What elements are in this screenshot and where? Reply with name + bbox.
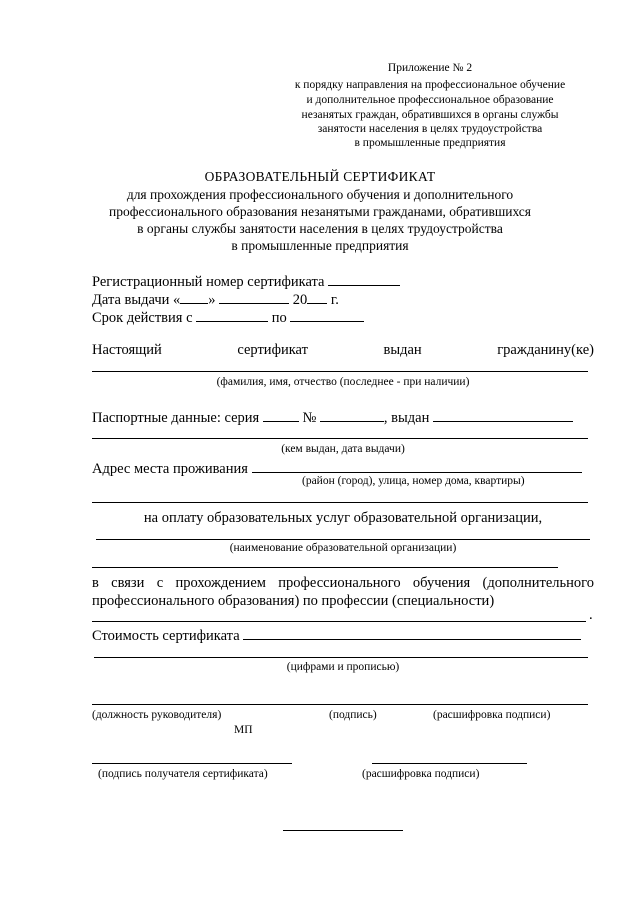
fullname-caption: (фамилия, имя, отчество (последнее - при наличии) bbox=[216, 376, 470, 388]
recipient-signature-line[interactable] bbox=[92, 763, 292, 764]
training-word: (дополнительного bbox=[482, 575, 594, 591]
footer-separator bbox=[283, 830, 403, 831]
issue-year-field[interactable] bbox=[307, 291, 327, 304]
recipient-decoding-line[interactable] bbox=[372, 763, 527, 764]
registration-number-row bbox=[92, 273, 400, 290]
appendix-line: Приложение № 2 bbox=[387, 62, 473, 74]
passport-row bbox=[92, 409, 573, 426]
recipient-decoding-caption: (расшифровка подписи) bbox=[362, 768, 480, 780]
training-word: профессионального bbox=[278, 575, 401, 591]
validity-row bbox=[92, 309, 364, 326]
issued-word: Настоящий bbox=[92, 342, 162, 358]
issue-day-field[interactable] bbox=[180, 291, 208, 304]
passport-number-label: № bbox=[302, 410, 317, 426]
profession-line[interactable] bbox=[92, 621, 586, 622]
training-word: прохождением bbox=[175, 575, 266, 591]
title-subline: в промышленные предприятия bbox=[231, 238, 409, 253]
passport-caption: (кем выдан, дата выдачи) bbox=[281, 443, 405, 455]
passport-series-label: Паспортные данные: серия bbox=[92, 410, 260, 426]
training-line-1 bbox=[92, 576, 594, 591]
fullname-line[interactable] bbox=[92, 371, 588, 372]
organization-line[interactable] bbox=[96, 539, 590, 540]
recipient-signature-caption: (подпись получателя сертификата) bbox=[98, 768, 268, 780]
address-label: Адрес места проживания bbox=[92, 461, 248, 477]
appendix-line: занятости населения в целях трудоустройства bbox=[317, 123, 543, 135]
cost-words-line[interactable] bbox=[94, 657, 588, 658]
issue-year-suffix: г. bbox=[330, 292, 339, 308]
title-subline: для прохождения профессионального обучения и дополнительного bbox=[126, 187, 514, 202]
title-subline: в органы службы занятости населения в целях трудоустройства bbox=[137, 221, 503, 236]
payment-text: на оплату образовательных услуг образовательной организации, bbox=[143, 510, 543, 526]
passport-number-field[interactable] bbox=[320, 409, 384, 422]
appendix-line: к порядку направления на профессиональное обучение bbox=[294, 79, 566, 91]
address-line[interactable] bbox=[92, 502, 588, 503]
registration-number-label: Регистрационный номер сертификата bbox=[92, 274, 325, 290]
signature-caption: (подпись) bbox=[329, 709, 377, 721]
issued-to-row bbox=[92, 343, 594, 358]
appendix-line: незанятых граждан, обратившихся в органы службы bbox=[301, 109, 559, 121]
cost-field[interactable] bbox=[243, 627, 581, 640]
address-field[interactable] bbox=[252, 460, 582, 473]
issued-word: гражданину(ке) bbox=[497, 342, 594, 358]
passport-issuer-line[interactable] bbox=[92, 438, 588, 439]
appendix-line: в промышленные предприятия bbox=[354, 137, 506, 149]
validity-from-field[interactable] bbox=[196, 309, 268, 322]
address-caption: (район (город), улица, номер дома, квартиры) bbox=[302, 475, 525, 487]
passport-issued-field[interactable] bbox=[433, 409, 573, 422]
title-subline: профессионального образования незанятыми гражданами, обратившихся bbox=[108, 204, 532, 219]
organization-caption: (наименование образовательной организации) bbox=[229, 542, 457, 554]
organization-line-2[interactable] bbox=[92, 567, 558, 568]
validity-from-label: Срок действия с bbox=[92, 310, 193, 326]
validity-to-label: по bbox=[271, 310, 287, 326]
training-word: в bbox=[92, 575, 99, 591]
issued-word: выдан bbox=[383, 342, 422, 358]
profession-end-dot: . bbox=[589, 607, 593, 623]
issue-year-prefix: 20 bbox=[292, 292, 308, 308]
position-caption: (должность руководителя) bbox=[92, 709, 222, 721]
validity-to-field[interactable] bbox=[290, 309, 364, 322]
issue-date-row bbox=[92, 291, 339, 308]
decoding-caption: (расшифровка подписи) bbox=[433, 709, 551, 721]
head-signature-line[interactable] bbox=[92, 704, 588, 705]
issue-date-label: Дата выдачи « bbox=[92, 292, 181, 308]
issue-month-field[interactable] bbox=[219, 291, 289, 304]
cost-caption: (цифрами и прописью) bbox=[286, 661, 400, 673]
training-line-2: профессионального образования) по профессии (специальности) bbox=[92, 593, 495, 609]
passport-series-field[interactable] bbox=[263, 409, 299, 422]
document-title: ОБРАЗОВАТЕЛЬНЫЙ СЕРТИФИКАТ bbox=[204, 169, 436, 184]
training-word: связи bbox=[111, 575, 145, 591]
passport-issued-label: , выдан bbox=[383, 410, 430, 426]
registration-number-field[interactable] bbox=[328, 273, 400, 286]
seal-label: МП bbox=[234, 724, 253, 736]
cost-row bbox=[92, 627, 581, 644]
training-word: обучения bbox=[412, 575, 471, 591]
appendix-line: и дополнительное профессиональное образование bbox=[306, 94, 554, 106]
training-word: с bbox=[156, 575, 164, 591]
cost-label: Стоимость сертификата bbox=[92, 628, 240, 644]
issued-word: сертификат bbox=[237, 342, 308, 358]
issue-date-quote: » bbox=[208, 292, 216, 308]
